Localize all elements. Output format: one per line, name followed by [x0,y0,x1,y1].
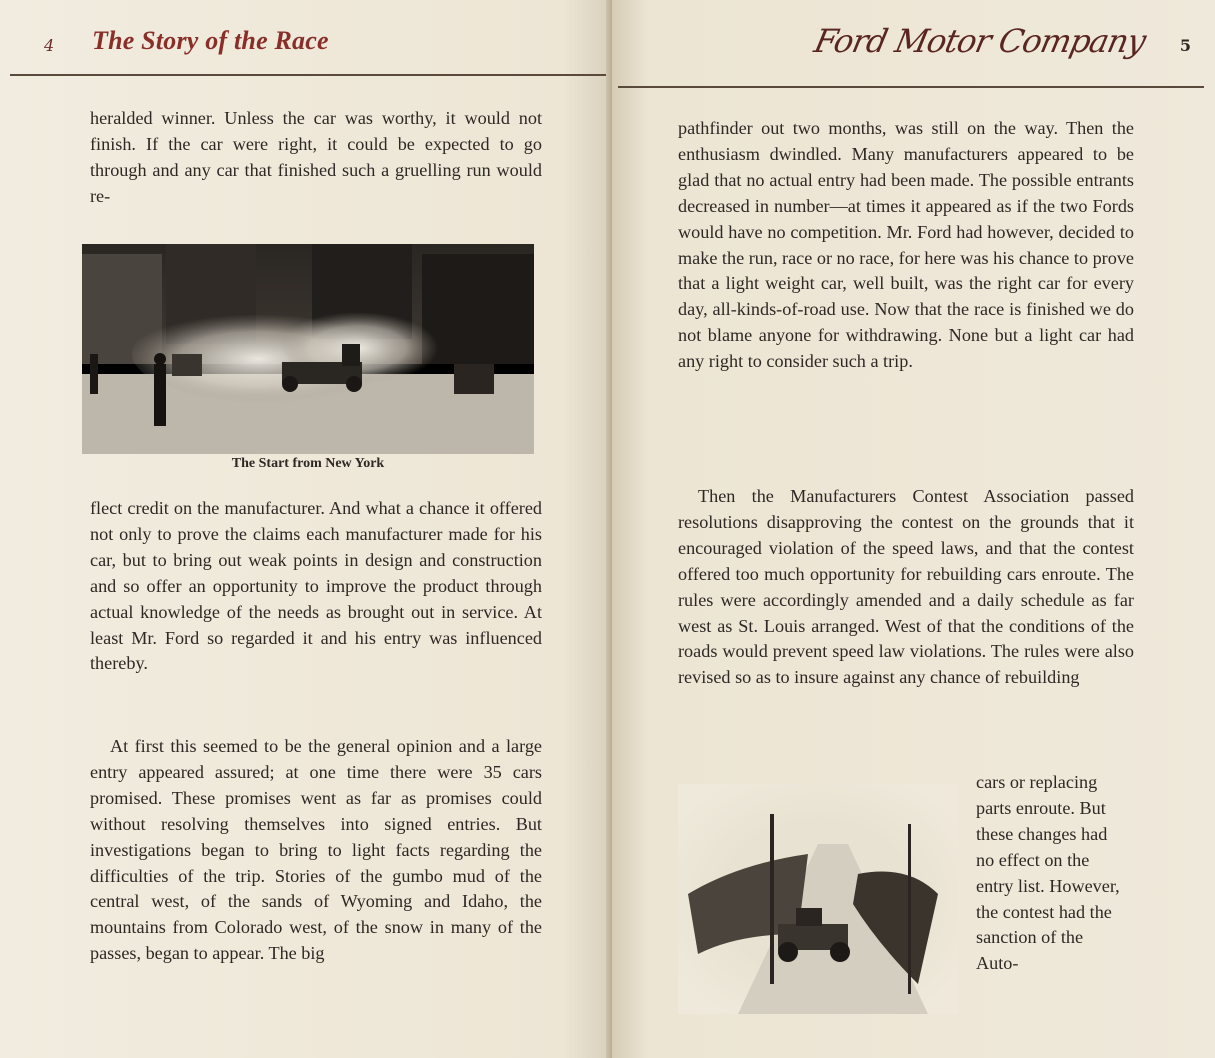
left-header-rule [10,74,606,76]
left-paragraph-top: heralded winner. Unless the car was worthy, it would not finish. If the car were right, it could be expected to go through and any car that finished such a gruelling run would re- [90,108,542,206]
right-page-number: 5 [1179,36,1191,55]
right-page [612,0,1215,1058]
photo-start-from-new-york [82,244,534,454]
left-page-number: 4 [44,36,55,55]
ford-motor-company-logo: Ford Motor Company [811,22,1150,60]
right-paragraph-1: pathfinder out two months, was still on the way. Then the enthusiasm dwindled. Many manufacturers appeared to be glad that no actual entry had been made. The possible entrants decreased in number—at times it appeared as if the two Fords would have no competition. Mr. Ford had however, decided to make the run, race or no race, for here was his chance to prove that a light weight car, well built, was the right car for every day, all-kinds-of-road use. Now that the race is finished we do not blame anyone for withdrawing. None but a light car had any right to consider such a trip. [678,118,1134,372]
right-paragraph-2: Then the Manufacturers Contest Association passed resolutions disapproving the contest on the grounds that it encouraged violation of the speed laws, and that the contest offered too much opportunity for rebuilding cars enroute. The rules were accordingly amended and a daily schedule as far west as St. Louis arranged. West of that the conditions of the roads would prevent speed law violations. The rules were also revised so as to insure against any chance of rebuilding [678,486,1134,688]
road-car-photo [678,784,958,1014]
photo-caption: The Start from New York [231,456,385,471]
right-paragraph-3: cars or replacing parts enroute. But these changes had no effect on the entry list. However, the contest had the sanction of the Auto- [976,772,1120,974]
left-paragraph-bottom: At first this seemed to be the general opinion and a large entry appeared assured; at one time there were 35 cars promised. These promises went as far as promises could without resolving themselves into signed entries. But investigations began to bring to light facts regarding the difficulties of the trip. Stories of the gumbo mud of the central west, of the sands of Wyoming and Idaho, the mountains from Colorado west, of the snow in many of the passes, began to appear. The big [90,736,542,964]
race-start-photo [82,244,534,454]
running-head-title: The Story of the Race [92,26,329,55]
photo-car-on-road [678,784,958,1014]
right-header-rule [618,86,1204,88]
left-paragraph-middle: flect credit on the manufacturer. And what a chance it offered not only to prove the claims each manufacturer made for his car, but to bring out weak points in design and construction and so offer an opportunity to improve the product through actual knowledge of the needs as brought out in service. At least Mr. Ford so regarded it and his entry was influenced thereby. [90,498,542,674]
